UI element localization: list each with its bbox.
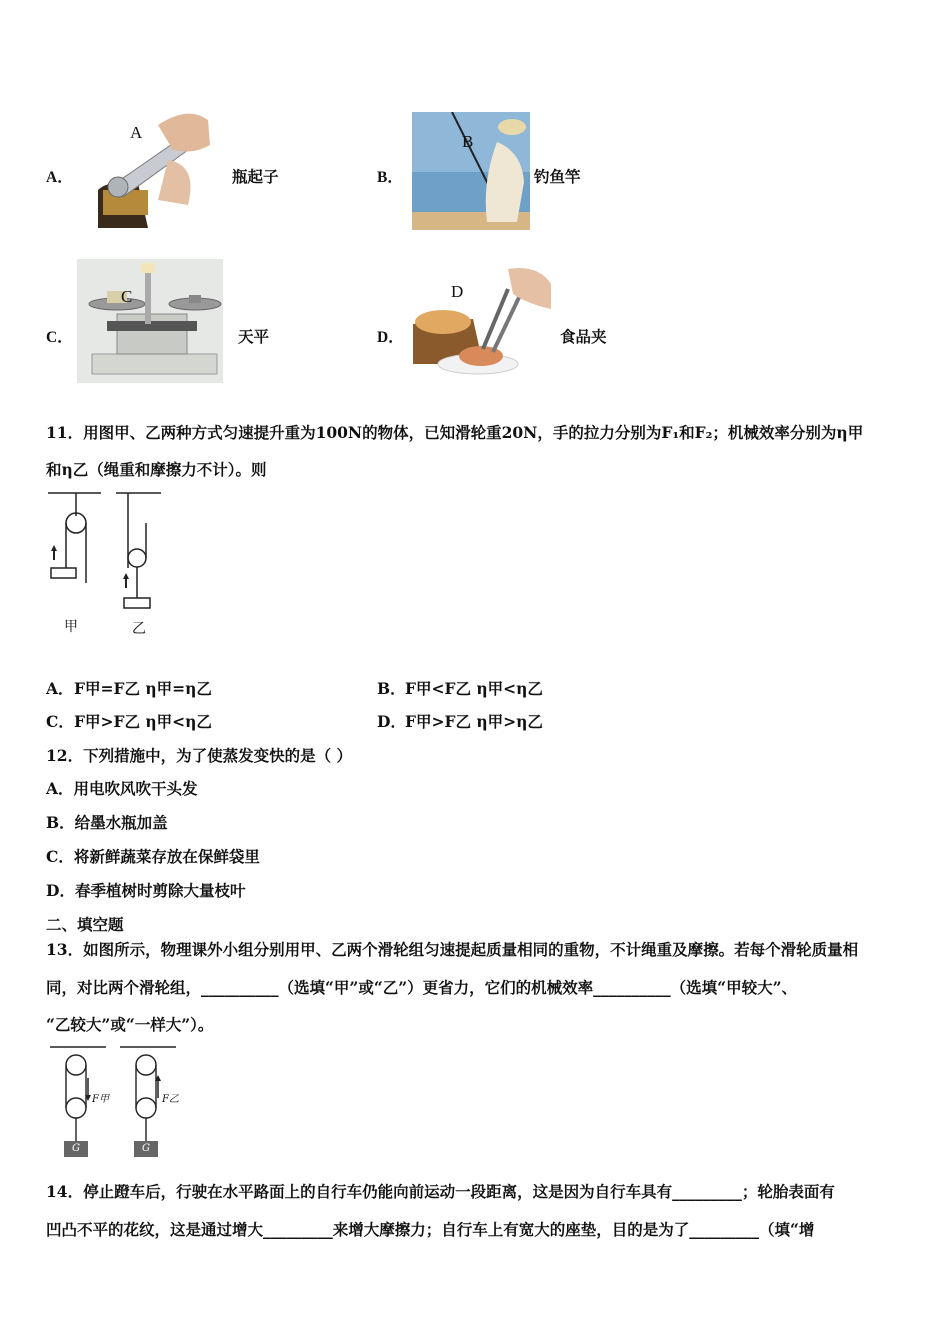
q12-option-d: D．春季植树时剪除大量枝叶: [46, 881, 246, 900]
q13-pulley-figure: [46, 1043, 186, 1163]
food-tongs-image: [413, 264, 551, 379]
q13-stem-line3: “乙较大”或“一样大”）。: [46, 1015, 214, 1034]
marker-b: B: [462, 132, 474, 151]
label-f-yi: F乙: [162, 1094, 179, 1105]
q11-pulley-figure: [46, 488, 166, 638]
q11-stem-line1: 11．用图甲、乙两种方式匀速提升重为100N的物体，已知滑轮重20N，手的拉力分别为F₁和F₂；机械效率分别为η甲: [46, 423, 864, 442]
label-g-jia: G: [72, 1143, 80, 1154]
option-a-letter: A．: [46, 169, 73, 186]
fishing-rod-image: [412, 112, 530, 230]
q11-option-c-text: F甲>F乙 η甲<η乙: [74, 712, 212, 731]
marker-a: A: [130, 123, 143, 142]
q11-option-b-text: F甲<F乙 η甲<η乙: [405, 679, 543, 698]
balance-scale-image: [77, 259, 223, 383]
option-d-caption: 食品夹: [560, 327, 607, 346]
fig-label-jia: 甲: [64, 619, 78, 635]
bottle-opener-image: [78, 105, 213, 228]
label-f-jia: F甲: [92, 1094, 109, 1105]
option-d-letter: D．: [377, 329, 404, 346]
option-c-letter: C．: [46, 329, 73, 346]
q11-stem-line2: 和η乙（绳重和摩擦力不计）。则: [46, 460, 267, 479]
section-title: 二、填空题: [46, 915, 124, 934]
q11-option-d-letter: D．: [377, 712, 406, 731]
marker-c: C: [121, 287, 133, 306]
q14-stem-line2: 凹凸不平的花纹，这是通过增大_________来增大摩擦力；自行车上有宽大的座垫，目的是为了_________（填“增: [46, 1220, 815, 1239]
q13-stem-line2: 同，对比两个滑轮组，__________（选填“甲”或“乙”）更省力，它们的机械效率__________（选填“甲较大”、: [46, 978, 797, 997]
option-b-caption: 钓鱼竿: [534, 167, 581, 186]
fig-label-yi: 乙: [132, 621, 146, 637]
option-b-letter: B．: [377, 169, 403, 186]
q11-option-b-letter: B．: [377, 679, 406, 698]
marker-d: D: [451, 282, 464, 301]
q12-option-b: B．给墨水瓶加盖: [46, 813, 168, 832]
label-g-yi: G: [142, 1143, 150, 1154]
q12-option-a: A．用电吹风吹干头发: [46, 779, 198, 798]
q12-option-c: C．将新鲜蔬菜存放在保鲜袋里: [46, 847, 260, 866]
q11-option-c-letter: C．: [46, 712, 74, 731]
q14-stem-line1: 14．停止蹬车后，行驶在水平路面上的自行车仍能向前运动一段距离，这是因为自行车具有_________；轮胎表面有: [46, 1182, 835, 1201]
q13-stem-line1: 13．如图所示，物理课外小组分别用甲、乙两个滑轮组匀速提起质量相同的重物，不计绳重及摩擦。若每个滑轮质量相: [46, 940, 859, 959]
q11-option-a-letter: A．: [46, 679, 74, 698]
option-c-caption: 天平: [238, 327, 270, 346]
q11-option-d-text: F甲>F乙 η甲>η乙: [405, 712, 543, 731]
option-a-caption: 瓶起子: [232, 167, 279, 186]
q12-stem: 12．下列措施中，为了使蒸发变快的是（ ）: [46, 746, 352, 765]
q11-option-a-text: F甲=F乙 η甲=η乙: [74, 679, 212, 698]
